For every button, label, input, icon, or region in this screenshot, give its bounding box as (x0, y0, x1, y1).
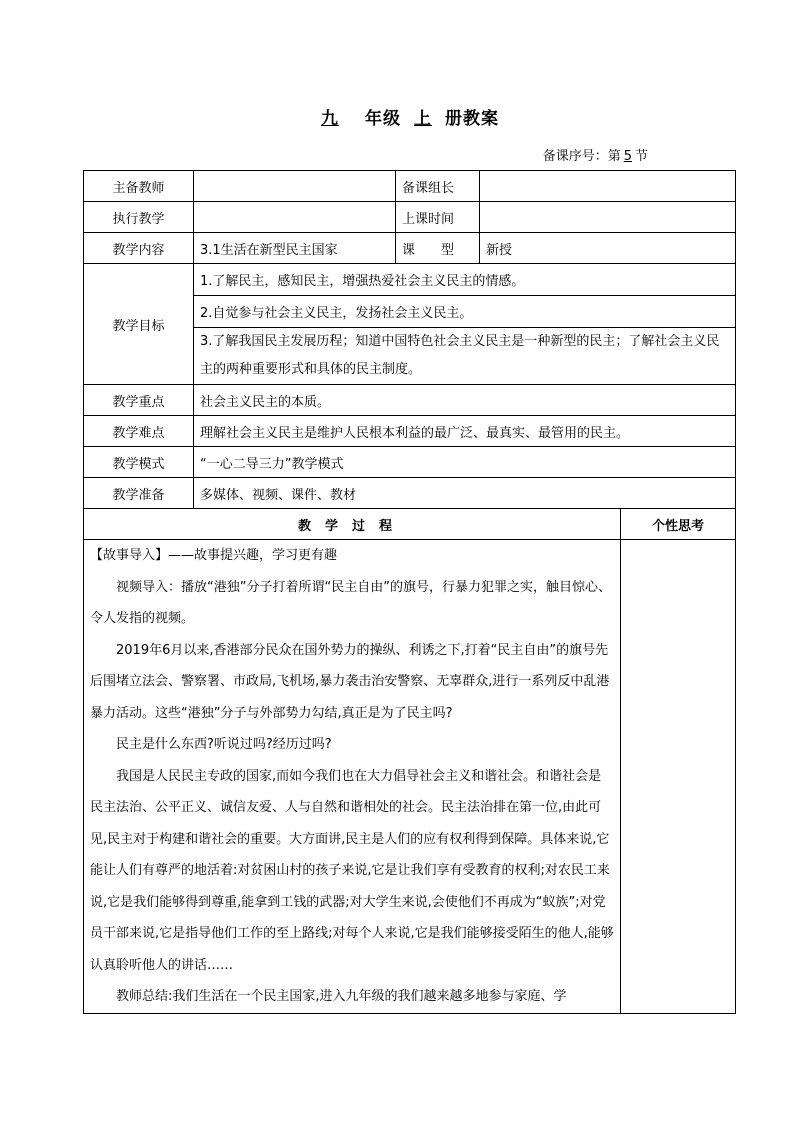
table-row (84, 478, 736, 509)
teacher-label: 主备教师 (84, 171, 194, 202)
process-paragraph: 2019年6月以来,香港部分民众在国外势力的操纵、利诱之下,打着“民主自由”的旗号先后围堵立法会、警察署、市政局,飞机场,暴力袭击治安警察、无辜群众,进行一系列反中乱港暴力活动。这些“港独”分子与外部势力勾结,真正是为了民主吗? (90, 642, 610, 721)
serial-label: 备课序号：第 (542, 149, 621, 164)
process-paragraph: 【故事导入】——故事提兴趣，学习更有趣 (90, 548, 338, 563)
serial-unit: 节 (634, 149, 648, 164)
class-time-value[interactable] (480, 202, 736, 233)
grade-field: 九 (321, 109, 339, 129)
prep-value: 多媒体、视频、课件、教材 (194, 478, 736, 509)
term-suffix: 册教案 (445, 109, 499, 129)
lesson-plan-table (83, 170, 736, 1014)
content-label: 教学内容 (84, 233, 194, 264)
process-paragraph: 教师总结:我们生活在一个民主国家,进入九年级的我们越来越多地参与家庭、学 (116, 989, 567, 1004)
process-paragraph: 视频导入：播放“港独”分子打着所谓“民主自由”的旗号，行暴力犯罪之实，触目惊心、令人发指的视频。 (90, 579, 611, 626)
table-row (84, 202, 736, 233)
serial-number: 5 (623, 149, 632, 164)
document-title (0, 104, 794, 129)
grade-suffix: 年级 (365, 109, 401, 129)
goal-item: 3.了解我国民主发展历程；知道中国特色社会主义民主是一种新型的民主；了解社会主义民主的两种重要形式和具体的民主制度。 (194, 328, 736, 385)
lesson-type-label: 课 型 (396, 233, 480, 264)
side-header: 个性思考 (621, 509, 736, 540)
table-row (84, 416, 736, 447)
mode-value: “一心二导三力”教学模式 (194, 447, 736, 478)
lesson-type-value: 新授 (480, 233, 736, 264)
process-body (84, 540, 621, 1014)
process-header (84, 509, 621, 540)
table-row (84, 540, 736, 1014)
prep-label: 教学准备 (84, 478, 194, 509)
exec-value[interactable] (194, 202, 396, 233)
group-leader-value[interactable] (480, 171, 736, 202)
table-row (84, 233, 736, 264)
difficulty-value: 理解社会主义民主是维护人民根本利益的最广泛、最真实、最管用的民主。 (194, 416, 736, 447)
table-row (84, 264, 736, 296)
table-row (84, 447, 736, 478)
mode-label: 教学模式 (84, 447, 194, 478)
goal-item: 2.自觉参与社会主义民主，发扬社会主义民主。 (194, 296, 736, 328)
class-time-label: 上课时间 (396, 202, 480, 233)
difficulty-label: 教学难点 (84, 416, 194, 447)
teacher-value[interactable] (194, 171, 396, 202)
lesson-serial (543, 145, 648, 164)
goals-label: 教学目标 (84, 264, 194, 385)
process-header-text: 教学过程 (297, 518, 406, 534)
table-row (84, 385, 736, 416)
group-leader-label: 备课组长 (396, 171, 480, 202)
process-paragraph: 民主是什么东西?听说过吗?经历过吗? (116, 737, 332, 752)
process-paragraph: 我国是人民民主专政的国家,而如今我们也在大力倡导社会主义和谐社会。和谐社会是民主法治、公平正义、诚信友爱、人与自然和谐相处的社会。民主法治排在第一位,由此可见,民主对于构建和谐社会的重要。大方面讲,民主是人们的应有权利得到保障。具体来说,它能让人们有尊严的地活着:对贫困山村的孩子来说,它是让我们享有受教育的权利;对农民工来说,它是我们能够得到尊重,能拿到工钱的武器;对大学生来说,会使他们不再成为“蚁族”;对党员干部来说,它是指导他们工作的至上路线;对每个人来说,它是我们能够接受陌生的他人,能够认真聆听他人的讲话…… (90, 768, 614, 973)
key-point-label: 教学重点 (84, 385, 194, 416)
goal-item: 1.了解民主，感知民主，增强热爱社会主义民主的情感。 (194, 264, 736, 296)
content-value: 3.1生活在新型民主国家 (194, 233, 396, 264)
key-point-value: 社会主义民主的本质。 (194, 385, 736, 416)
table-row (84, 171, 736, 202)
exec-label: 执行教学 (84, 202, 194, 233)
personal-notes-cell[interactable] (621, 540, 736, 1014)
table-row (84, 509, 736, 540)
term-field: 上 (414, 109, 432, 129)
